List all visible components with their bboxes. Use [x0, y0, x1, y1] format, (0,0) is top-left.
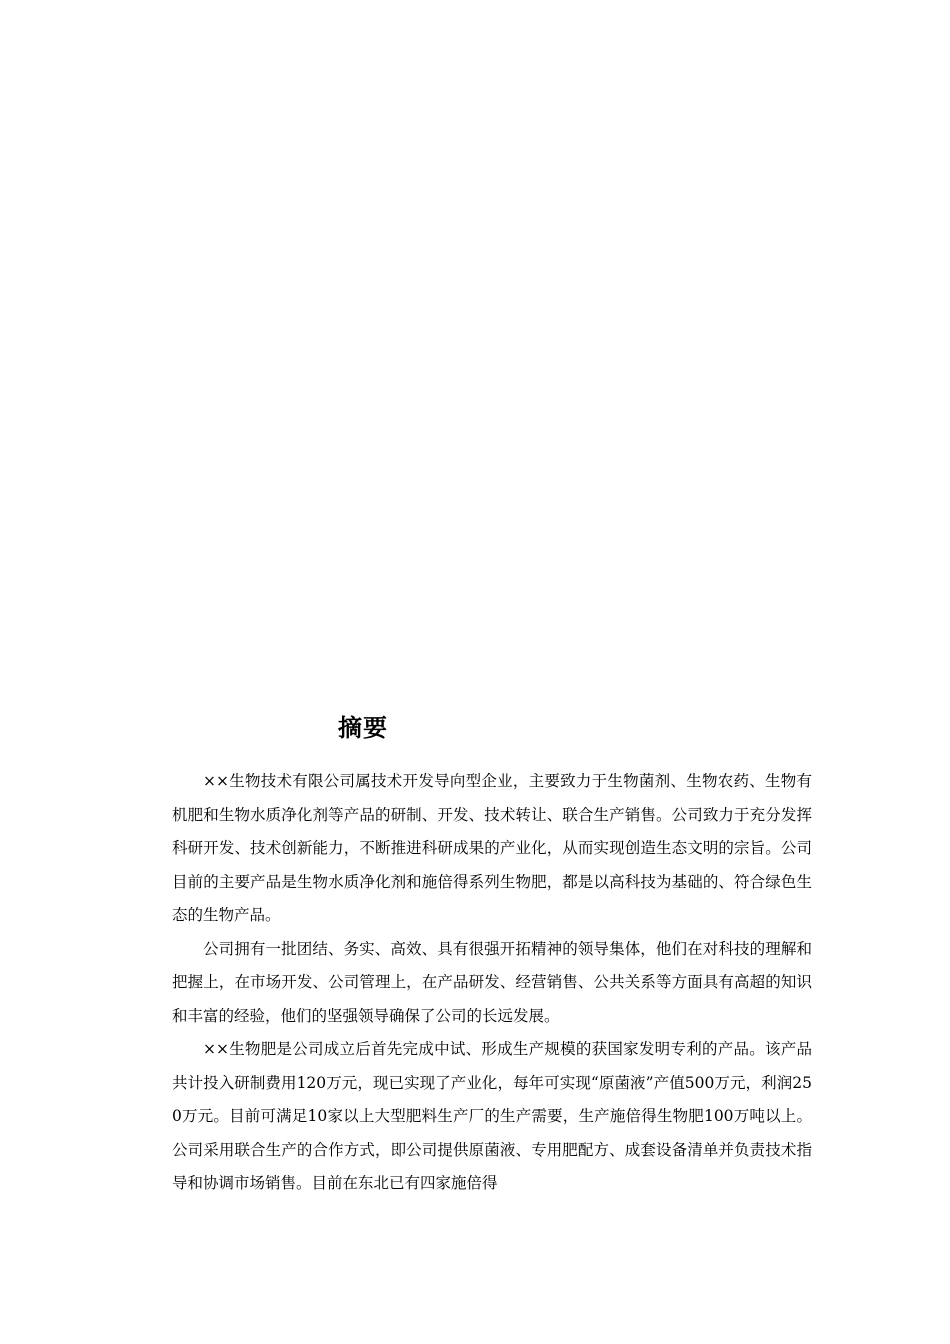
page-title: 摘要: [338, 714, 388, 742]
paragraph: 公司拥有一批团结、务实、高效、具有很强开拓精神的领导集体，他们在对科技的理解和把握上，在市场开发、公司管理上，在产品研发、经营销售、公共关系等方面具有高超的知识和丰富的经验，他们的坚强领导确保了公司的长远发展。: [172, 939, 812, 1025]
paragraph: ××生物肥是公司成立后首先完成中试、形成生产规模的获国家发明专利的产品。该产品共计投入研制费用120万元，现已实现了产业化，每年可实现“原菌液”产值500万元，利润250万元。目前可满足10家以上大型肥料生产厂的生产需要，生产施倍得生物肥100万吨以上。公司采用联合生产的合作方式，即公司提供原菌液、专用肥配方、成套设备清单并负责技术指导和协调市场销售。目前在东北已有四家施倍得: [172, 1040, 812, 1192]
abstract-body: [172, 765, 812, 1201]
paragraph: ××生物技术有限公司属技术开发导向型企业，主要致力于生物菌剂、生物农药、生物有机肥和生物水质净化剂等产品的研制、开发、技术转让、联合生产销售。公司致力于充分发挥科研开发、技术创新能力，不断推进科研成果的产业化，从而实现创造生态文明的宗旨。公司目前的主要产品是生物水质净化剂和施倍得系列生物肥，都是以高科技为基础的、符合绿色生态的生物产品。: [172, 772, 812, 924]
